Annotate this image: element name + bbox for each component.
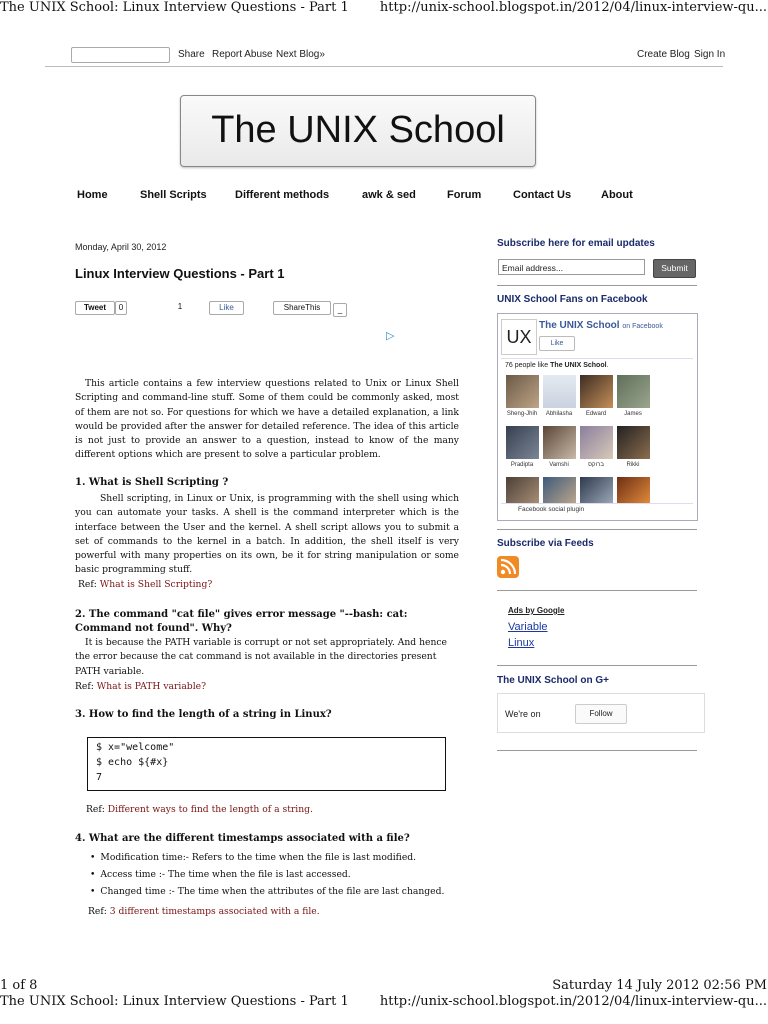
post-title[interactable]: Linux Interview Questions - Part 1 bbox=[75, 266, 285, 281]
sidebar-divider bbox=[497, 590, 697, 591]
q1-heading: 1. What is Shell Scripting ? bbox=[75, 477, 229, 488]
q4-heading: 4. What are the different timestamps associated with a file? bbox=[75, 833, 410, 844]
q1-answer: Shell scripting, in Linux or Unix, is programming with the shell using which you can automate your tasks. A shell is the command interpreter which is the interface between the User and the kernel. A shell script allows you to submit a set of commands to the kernel in a batch. In addition, the shell itself is very powerful with many properties on its own, be it for string manipulation or some basic programming stuff. bbox=[75, 493, 459, 576]
q3-ref-label: Ref: bbox=[86, 804, 105, 815]
q4-ref bbox=[88, 906, 320, 917]
friend-avatar[interactable] bbox=[617, 375, 650, 408]
report-abuse-link[interactable]: Report Abuse bbox=[212, 49, 273, 60]
friend-name[interactable]: James bbox=[624, 411, 642, 417]
q2-ref-label: Ref: bbox=[75, 681, 94, 692]
friend-name[interactable]: ברוקס bbox=[588, 462, 604, 468]
q2-answer: It is because the PATH variable is corrupt or not set appropriately. And hence the error because the cat command is not available in the directories present PATH variable. bbox=[75, 637, 447, 677]
q4-ref-label: Ref: bbox=[88, 906, 107, 917]
plusone-count: 1 bbox=[174, 301, 186, 313]
q4-ref-link[interactable]: 3 different timestamps associated with a file. bbox=[109, 906, 320, 917]
email-field[interactable]: Email address... bbox=[498, 259, 645, 275]
tab-about[interactable]: About bbox=[601, 189, 633, 201]
q1-ref-label: Ref: bbox=[78, 579, 97, 590]
gplus-follow-button[interactable]: Follow bbox=[575, 704, 627, 724]
tab-contact-us[interactable]: Contact Us bbox=[513, 189, 572, 201]
on-facebook-text: on Facebook bbox=[622, 323, 663, 330]
list-item: • Access time :- The time when the file is last accessed. bbox=[90, 866, 444, 883]
facebook-like-button[interactable]: Like bbox=[209, 301, 244, 315]
friend-name[interactable]: Pradipta bbox=[510, 462, 534, 468]
fb-divider bbox=[501, 358, 693, 359]
q2-ref-link[interactable]: What is PATH variable? bbox=[96, 681, 206, 692]
print-footer-title: The UNIX School: Linux Interview Questions - Part 1 bbox=[0, 994, 349, 1009]
blog-title[interactable]: The UNIX School bbox=[211, 109, 505, 151]
sharethis-button[interactable]: ShareThis bbox=[273, 301, 331, 315]
friend-name[interactable]: Sheng-Jhih bbox=[506, 411, 538, 417]
q3-ref-link[interactable]: Different ways to find the length of a string. bbox=[107, 804, 313, 815]
tab-shell-scripts[interactable]: Shell Scripts bbox=[140, 189, 207, 201]
likes-prefix: 76 people like bbox=[505, 362, 551, 369]
friend-avatar[interactable] bbox=[617, 477, 650, 503]
next-blog-link[interactable]: Next Blog» bbox=[276, 49, 325, 60]
sidebar-divider bbox=[497, 285, 697, 286]
friend-name[interactable]: Abhilasha bbox=[545, 411, 573, 417]
sidebar-divider bbox=[497, 665, 697, 666]
ad-link-linux[interactable]: Linux bbox=[508, 637, 535, 649]
print-header-title: The UNIX School: Linux Interview Questions - Part 1 bbox=[0, 0, 349, 15]
ads-by-google-label[interactable]: Ads by Google bbox=[508, 606, 565, 615]
ad-link-variable[interactable]: Variable bbox=[508, 621, 548, 633]
list-item: • Modification time:- Refers to the time when the file is last modified. bbox=[90, 849, 444, 866]
friend-avatar[interactable] bbox=[543, 426, 576, 459]
tab-different-methods[interactable]: Different methods bbox=[235, 189, 330, 201]
friend-avatar[interactable] bbox=[506, 375, 539, 408]
page-logo[interactable]: UX bbox=[501, 319, 537, 355]
sharethis-count: _ bbox=[333, 303, 347, 317]
post-intro: This article contains a few interview questions related to Unix or Linux Shell Scripting and command-line stuff. Some of them could be commonly asked, most of them are not so. For questions for which we have a detailed explanation, a link would be provided after the answer for detailed reference. The idea of this article is not just to provide an answer to a question, instead to know of the many different options which are present to solve a particular problem. bbox=[75, 378, 459, 461]
facebook-like-box bbox=[497, 313, 698, 521]
friend-avatar[interactable] bbox=[506, 426, 539, 459]
print-header-url: http://unix-school.blogspot.in/2012/04/linux-interview-qu... bbox=[379, 0, 767, 15]
friend-avatar[interactable] bbox=[580, 477, 613, 503]
q3-ref bbox=[86, 804, 313, 815]
facebook-plugin-label[interactable]: Facebook social plugin bbox=[518, 506, 585, 513]
q1-ref-link[interactable]: What is Shell Scripting? bbox=[99, 579, 213, 590]
friend-avatar[interactable] bbox=[543, 375, 576, 408]
print-page-number: 1 of 8 bbox=[0, 978, 38, 993]
facebook-fans-heading: UNIX School Fans on Facebook bbox=[497, 294, 648, 305]
share-link[interactable]: Share bbox=[178, 49, 205, 60]
gplus-we-are-on: We're on bbox=[505, 709, 541, 719]
tweet-count: 0 bbox=[115, 301, 127, 315]
email-subscribe-heading: Subscribe here for email updates bbox=[497, 238, 655, 249]
q4-bullet-list bbox=[90, 849, 444, 900]
tab-forum[interactable]: Forum bbox=[447, 189, 482, 201]
q2-ref bbox=[75, 681, 206, 692]
create-blog-link[interactable]: Create Blog bbox=[637, 49, 690, 60]
sidebar-divider bbox=[497, 750, 697, 751]
tweet-button[interactable]: Tweet bbox=[75, 301, 115, 315]
q3-heading: 3. How to find the length of a string in Linux? bbox=[75, 709, 332, 720]
facebook-likes-count bbox=[505, 362, 609, 369]
feeds-heading: Subscribe via Feeds bbox=[497, 538, 594, 549]
friend-name[interactable]: Rikki bbox=[626, 462, 640, 468]
friend-avatar[interactable] bbox=[580, 375, 613, 408]
friend-avatar[interactable] bbox=[580, 426, 613, 459]
code-line: $ echo ${#x} bbox=[96, 757, 169, 768]
facebook-page-name[interactable] bbox=[539, 320, 663, 331]
likes-page[interactable]: The UNIX School bbox=[550, 362, 607, 369]
sidebar-divider bbox=[497, 529, 697, 530]
blog-header[interactable] bbox=[180, 95, 536, 167]
gplus-heading: The UNIX School on G+ bbox=[497, 675, 609, 686]
adchoices-icon[interactable]: ▷ bbox=[386, 330, 395, 342]
friend-name[interactable]: Edward bbox=[585, 411, 607, 417]
friend-avatar[interactable] bbox=[543, 477, 576, 503]
facebook-page-like-button[interactable]: Like bbox=[539, 336, 575, 351]
tab-awk-sed[interactable]: awk & sed bbox=[362, 189, 416, 201]
friend-avatar[interactable] bbox=[506, 477, 539, 503]
fb-divider bbox=[501, 503, 693, 504]
email-submit-button[interactable]: Submit bbox=[653, 259, 696, 278]
friend-name[interactable]: Vamshi bbox=[549, 462, 569, 468]
sign-in-link[interactable]: Sign In bbox=[694, 49, 726, 60]
print-timestamp: Saturday 14 July 2012 02:56 PM bbox=[552, 978, 767, 993]
page-name-text[interactable]: The UNIX School bbox=[539, 320, 620, 331]
likes-suffix: . bbox=[606, 362, 609, 369]
friend-avatar[interactable] bbox=[617, 426, 650, 459]
code-line: $ x="welcome" bbox=[96, 742, 175, 753]
post-date: Monday, April 30, 2012 bbox=[75, 242, 167, 252]
q1-ref bbox=[78, 579, 212, 590]
navbar-search-input[interactable] bbox=[71, 47, 170, 63]
list-item: • Changed time :- The time when the attributes of the file are last changed. bbox=[90, 883, 444, 900]
q3-code-block bbox=[87, 737, 446, 791]
print-footer-url: http://unix-school.blogspot.in/2012/04/linux-interview-qu... bbox=[379, 994, 767, 1009]
tab-home[interactable]: Home bbox=[77, 189, 108, 201]
q2-heading: 2. The command "cat file" gives error message "--bash: cat: Command not found". Why? bbox=[75, 609, 408, 634]
code-line: 7 bbox=[96, 772, 103, 783]
rss-feed-icon[interactable] bbox=[497, 556, 519, 578]
